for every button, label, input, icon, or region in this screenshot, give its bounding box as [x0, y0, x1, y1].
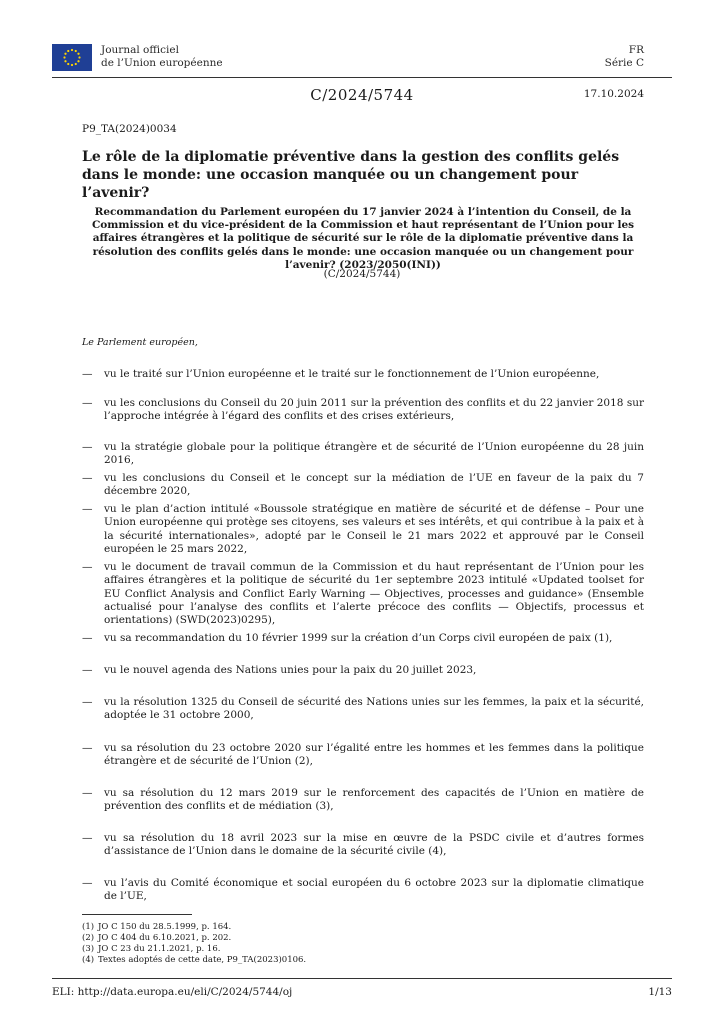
- list-item: [82, 397, 644, 424]
- footnote: [82, 922, 231, 933]
- item-dash: —: [82, 696, 93, 708]
- item-text: vu le plan d’action intitulé «Boussole stratégique en matière de sécurité et de défense – Pour une Union européenne qui protège ses citoyens, ses valeurs et ses intérêts, et qui contribue à la paix et à la sécurité internationales», adopté par le Conseil le 21 mars 2022 et approuvé par le Conseil européen le 25 mars 2022,: [104, 503, 644, 555]
- footnote-divider: [82, 914, 192, 915]
- list-item: [82, 368, 644, 381]
- list-item: [82, 696, 644, 723]
- journal-line-2: de l’Union européenne: [101, 57, 223, 69]
- item-text: vu le traité sur l’Union européenne et le traité sur le fonctionnement de l’Union européenne,: [104, 368, 600, 380]
- item-dash: —: [82, 441, 93, 453]
- footnote-text: Textes adoptés de cette date, P9_TA(2023)0106.: [98, 955, 307, 965]
- footnote-number: (4): [82, 955, 95, 965]
- item-text: vu sa résolution du 12 mars 2019 sur le renforcement des capacités de l’Union en matière de prévention des conflits et de médiation (3),: [104, 787, 644, 813]
- item-text: vu les conclusions du Conseil du 20 juin 2011 sur la prévention des conflits et du 22 janvier 2018 sur l’approche intégrée à l’égard des conflits et des crises extérieurs,: [104, 397, 644, 423]
- list-item: [82, 742, 644, 769]
- eu-flag-logo: [52, 44, 92, 71]
- document-title: Le rôle de la diplomatie préventive dans la gestion des conflits gelés dans le monde: une occasion manquée ou un changement pour l’avenir?: [82, 149, 620, 201]
- series-label: Série C: [604, 57, 644, 69]
- item-dash: —: [82, 742, 93, 754]
- header-divider: [52, 77, 672, 78]
- list-item: [82, 503, 644, 556]
- language-code: FR: [628, 44, 644, 56]
- item-text: vu l’avis du Comité économique et social européen du 6 octobre 2023 sur la diplomatie climatique de l’UE,: [104, 877, 644, 903]
- journal-title: [101, 44, 223, 70]
- footnote-number: (1): [82, 922, 95, 932]
- item-text: vu le document de travail commun de la Commission et du haut représentant de l’Union pour les affaires étrangères et la politique de sécurité du 1er septembre 2023 intitulé «Updated toolset for EU Conflict Analysis and Conflict Early Warning — Objectives, processes and guidance» (Ensemble actualisé pour l’analyse des conflits et l’alerte précoce des conflits — Objectifs, processus et orientations) (SWD(2023)0295),: [104, 561, 644, 627]
- page-number: 1/13: [648, 986, 672, 998]
- item-dash: —: [82, 787, 93, 799]
- item-text: vu les conclusions du Conseil et le concept sur la médiation de l’UE en faveur de la paix du 7 décembre 2020,: [104, 472, 644, 498]
- footnote-text: JO C 23 du 21.1.2021, p. 16.: [98, 944, 221, 954]
- item-dash: —: [82, 503, 93, 515]
- publication-date: 17.10.2024: [583, 88, 644, 100]
- item-dash: —: [82, 664, 93, 676]
- list-item: [82, 787, 644, 814]
- item-text: vu la résolution 1325 du Conseil de sécurité des Nations unies sur les femmes, la paix et la sécurité, adoptée le 31 octobre 2000,: [104, 696, 644, 722]
- list-item: [82, 877, 644, 904]
- subtitle-number: (C/2024/5744): [323, 268, 401, 280]
- journal-line-1: Journal officiel: [101, 44, 179, 56]
- footnote: [82, 944, 220, 955]
- footnote-number: (2): [82, 933, 95, 943]
- item-dash: —: [82, 561, 93, 573]
- item-text: vu sa résolution du 18 avril 2023 sur la mise en œuvre de la PSDC civile et d’autres formes d’assistance de l’Union dans le domaine de la sécurité civile (4),: [104, 832, 644, 858]
- document-subtitle: Recommandation du Parlement européen du 17 janvier 2024 à l’intention du Conseil, de la Commission et du vice-président de la Commission et haut représentant de l’Union pour les affaires étrangères et la politique de sécurité sur le rôle de la diplomatie préventive dans la résolution des conflits gelés dans le monde: une occasion manquée ou un changement pour l’avenir? (2023/2050(INI)): [91, 206, 635, 271]
- footnote: [82, 955, 306, 966]
- item-dash: —: [82, 877, 93, 889]
- list-item: [82, 832, 644, 859]
- intro-text: Le Parlement européen,: [82, 337, 198, 348]
- list-item: [82, 561, 644, 627]
- footnote-text: JO C 150 du 28.5.1999, p. 164.: [98, 922, 232, 932]
- item-dash: —: [82, 472, 93, 484]
- item-text: vu la stratégie globale pour la politique étrangère et de sécurité de l’Union européenne du 28 juin 2016,: [104, 441, 644, 467]
- list-item: [82, 441, 644, 468]
- list-item: [82, 664, 644, 677]
- item-dash: —: [82, 368, 93, 380]
- footnote-number: (3): [82, 944, 95, 954]
- reference-code: P9_TA(2024)0034: [82, 123, 177, 135]
- footer-divider: [52, 978, 672, 979]
- footnote: [82, 933, 231, 944]
- eli-link[interactable]: ELI: http://data.europa.eu/eli/C/2024/5744/oj: [52, 986, 293, 998]
- item-text: vu sa recommandation du 10 février 1999 sur la création d’un Corps civil européen de paix (1),: [104, 632, 613, 644]
- document-number: C/2024/5744: [310, 86, 414, 104]
- item-text: vu sa résolution du 23 octobre 2020 sur l’égalité entre les hommes et les femmes dans la politique étrangère et de sécurité de l’Union (2),: [104, 742, 644, 768]
- item-dash: —: [82, 632, 93, 644]
- item-text: vu le nouvel agenda des Nations unies pour la paix du 20 juillet 2023,: [104, 664, 477, 676]
- list-item: [82, 632, 644, 645]
- item-dash: —: [82, 832, 93, 844]
- item-dash: —: [82, 397, 93, 409]
- language-series: [605, 44, 644, 70]
- footnote-text: JO C 404 du 6.10.2021, p. 202.: [98, 933, 232, 943]
- list-item: [82, 472, 644, 499]
